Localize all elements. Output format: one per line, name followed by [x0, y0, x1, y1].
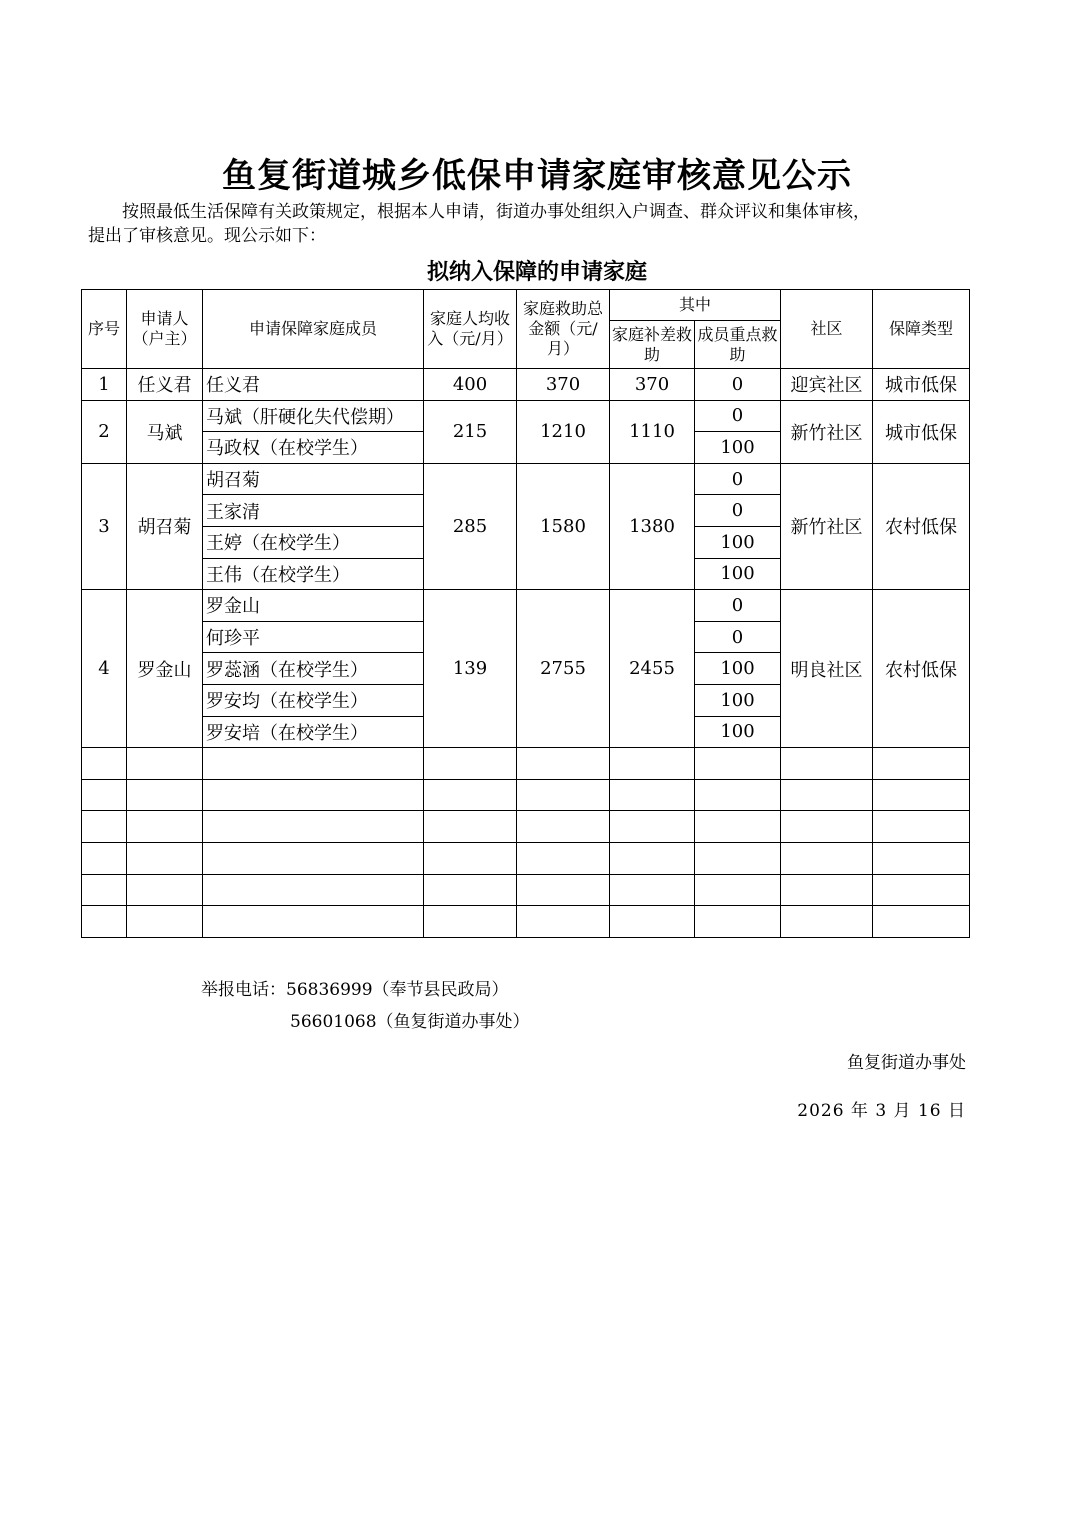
key-aid-cell: 0 — [695, 621, 781, 653]
empty-row — [82, 906, 970, 938]
key-aid-cell: 0 — [695, 369, 781, 401]
header-income: 家庭人均收入（元/月） — [424, 290, 517, 369]
empty-cell — [82, 874, 127, 906]
table-row — [82, 369, 970, 401]
member-name-cell: 何珍平 — [203, 621, 424, 653]
empty-cell — [203, 748, 424, 780]
empty-cell — [424, 874, 517, 906]
key-aid-cell: 100 — [695, 684, 781, 716]
empty-row — [82, 779, 970, 811]
families-table — [81, 289, 970, 938]
empty-cell — [781, 779, 873, 811]
total-aid-cell: 2755 — [517, 590, 610, 748]
empty-cell — [610, 779, 695, 811]
applicant-cell: 马斌 — [127, 400, 203, 463]
member-name-cell: 王伟（在校学生） — [203, 558, 424, 590]
diff-aid-cell: 2455 — [610, 590, 695, 748]
empty-cell — [695, 811, 781, 843]
type-cell: 城市低保 — [873, 369, 970, 401]
empty-cell — [610, 842, 695, 874]
member-name-cell: 王婷（在校学生） — [203, 526, 424, 558]
empty-cell — [127, 874, 203, 906]
empty-cell — [781, 906, 873, 938]
income-cell: 215 — [424, 400, 517, 463]
table-row — [82, 590, 970, 622]
type-cell: 农村低保 — [873, 590, 970, 748]
total-aid-cell: 370 — [517, 369, 610, 401]
applicant-cell: 罗金山 — [127, 590, 203, 748]
header-among: 其中 — [610, 290, 781, 321]
empty-cell — [127, 906, 203, 938]
empty-cell — [610, 906, 695, 938]
header-seq: 序号 — [82, 290, 127, 369]
empty-row — [82, 842, 970, 874]
table-subtitle: 拟纳入保障的申请家庭 — [426, 260, 647, 285]
community-cell: 新竹社区 — [781, 463, 873, 589]
key-aid-cell: 0 — [695, 590, 781, 622]
empty-cell — [873, 906, 970, 938]
empty-cell — [873, 842, 970, 874]
empty-cell — [873, 748, 970, 780]
report-label: 举报电话： — [201, 980, 286, 1000]
empty-cell — [517, 779, 610, 811]
diff-aid-cell: 370 — [610, 369, 695, 401]
empty-cell — [781, 748, 873, 780]
empty-cell — [424, 779, 517, 811]
empty-row — [82, 811, 970, 843]
empty-cell — [424, 906, 517, 938]
empty-cell — [203, 842, 424, 874]
issue-date: 2026 年 3 月 16 日 — [797, 1101, 966, 1121]
income-cell: 285 — [424, 463, 517, 589]
empty-cell — [610, 748, 695, 780]
empty-cell — [781, 874, 873, 906]
page-title: 鱼复街道城乡低保申请家庭审核意见公示 — [222, 156, 852, 196]
empty-cell — [424, 842, 517, 874]
intro-line-2: 提出了审核意见。现公示如下： — [88, 226, 326, 246]
empty-cell — [82, 748, 127, 780]
header-total: 家庭救助总金额（元/月） — [517, 290, 610, 369]
empty-cell — [695, 842, 781, 874]
table-row — [82, 400, 970, 432]
empty-cell — [517, 748, 610, 780]
header-applicant: 申请人（户主） — [127, 290, 203, 369]
key-aid-cell: 0 — [695, 495, 781, 527]
header-members: 申请保障家庭成员 — [203, 290, 424, 369]
header-diff: 家庭补差救助 — [610, 321, 695, 369]
empty-cell — [517, 906, 610, 938]
type-cell: 城市低保 — [873, 400, 970, 463]
empty-cell — [873, 874, 970, 906]
header-row — [82, 290, 970, 321]
key-aid-cell: 100 — [695, 653, 781, 685]
empty-cell — [203, 811, 424, 843]
total-aid-cell: 1210 — [517, 400, 610, 463]
seq-cell: 1 — [82, 369, 127, 401]
total-aid-cell: 1580 — [517, 463, 610, 589]
report-line-1 — [201, 974, 530, 1006]
table-body — [82, 290, 970, 938]
empty-cell — [781, 842, 873, 874]
header-community: 社区 — [781, 290, 873, 369]
key-aid-cell: 100 — [695, 558, 781, 590]
intro-line-1: 按照最低生活保障有关政策规定，根据本人申请，街道办事处组织入户调查、群众评议和集体审核， — [122, 202, 870, 222]
member-name-cell: 马斌（肝硬化失代偿期） — [203, 400, 424, 432]
member-name-cell: 罗安均（在校学生） — [203, 684, 424, 716]
header-type: 保障类型 — [873, 290, 970, 369]
community-cell: 迎宾社区 — [781, 369, 873, 401]
empty-cell — [424, 748, 517, 780]
income-cell: 400 — [424, 369, 517, 401]
empty-row — [82, 748, 970, 780]
empty-cell — [610, 874, 695, 906]
empty-cell — [127, 811, 203, 843]
member-name-cell: 任义君 — [203, 369, 424, 401]
report-phone-1: 56836999（奉节县民政局） — [286, 980, 509, 1000]
issuer-signature: 鱼复街道办事处 — [847, 1053, 966, 1073]
header-key: 成员重点救助 — [695, 321, 781, 369]
empty-cell — [82, 779, 127, 811]
empty-cell — [873, 811, 970, 843]
empty-cell — [203, 874, 424, 906]
empty-cell — [695, 906, 781, 938]
empty-cell — [781, 811, 873, 843]
key-aid-cell: 0 — [695, 463, 781, 495]
applicant-cell: 任义君 — [127, 369, 203, 401]
report-phones — [201, 974, 530, 1038]
empty-cell — [127, 842, 203, 874]
empty-cell — [82, 906, 127, 938]
empty-cell — [424, 811, 517, 843]
empty-cell — [610, 811, 695, 843]
community-cell: 新竹社区 — [781, 400, 873, 463]
empty-cell — [127, 779, 203, 811]
member-name-cell: 罗金山 — [203, 590, 424, 622]
member-name-cell: 胡召菊 — [203, 463, 424, 495]
intro-paragraph — [88, 200, 968, 248]
empty-cell — [695, 874, 781, 906]
type-cell: 农村低保 — [873, 463, 970, 589]
applicant-cell: 胡召菊 — [127, 463, 203, 589]
empty-row — [82, 874, 970, 906]
empty-cell — [203, 779, 424, 811]
key-aid-cell: 0 — [695, 400, 781, 432]
empty-cell — [517, 874, 610, 906]
empty-cell — [517, 842, 610, 874]
empty-cell — [695, 748, 781, 780]
seq-cell: 2 — [82, 400, 127, 463]
empty-cell — [203, 906, 424, 938]
member-name-cell: 王家清 — [203, 495, 424, 527]
seq-cell: 4 — [82, 590, 127, 748]
empty-cell — [127, 748, 203, 780]
empty-cell — [517, 811, 610, 843]
empty-cell — [873, 779, 970, 811]
community-cell: 明良社区 — [781, 590, 873, 748]
table-row — [82, 463, 970, 495]
diff-aid-cell: 1380 — [610, 463, 695, 589]
empty-cell — [82, 842, 127, 874]
income-cell: 139 — [424, 590, 517, 748]
key-aid-cell: 100 — [695, 432, 781, 464]
member-name-cell: 罗安培（在校学生） — [203, 716, 424, 748]
diff-aid-cell: 1110 — [610, 400, 695, 463]
member-name-cell: 马政权（在校学生） — [203, 432, 424, 464]
key-aid-cell: 100 — [695, 526, 781, 558]
empty-cell — [695, 779, 781, 811]
empty-cell — [82, 811, 127, 843]
key-aid-cell: 100 — [695, 716, 781, 748]
member-name-cell: 罗蕊涵（在校学生） — [203, 653, 424, 685]
seq-cell: 3 — [82, 463, 127, 589]
report-phone-2: 56601068（鱼复街道办事处） — [290, 1012, 530, 1032]
